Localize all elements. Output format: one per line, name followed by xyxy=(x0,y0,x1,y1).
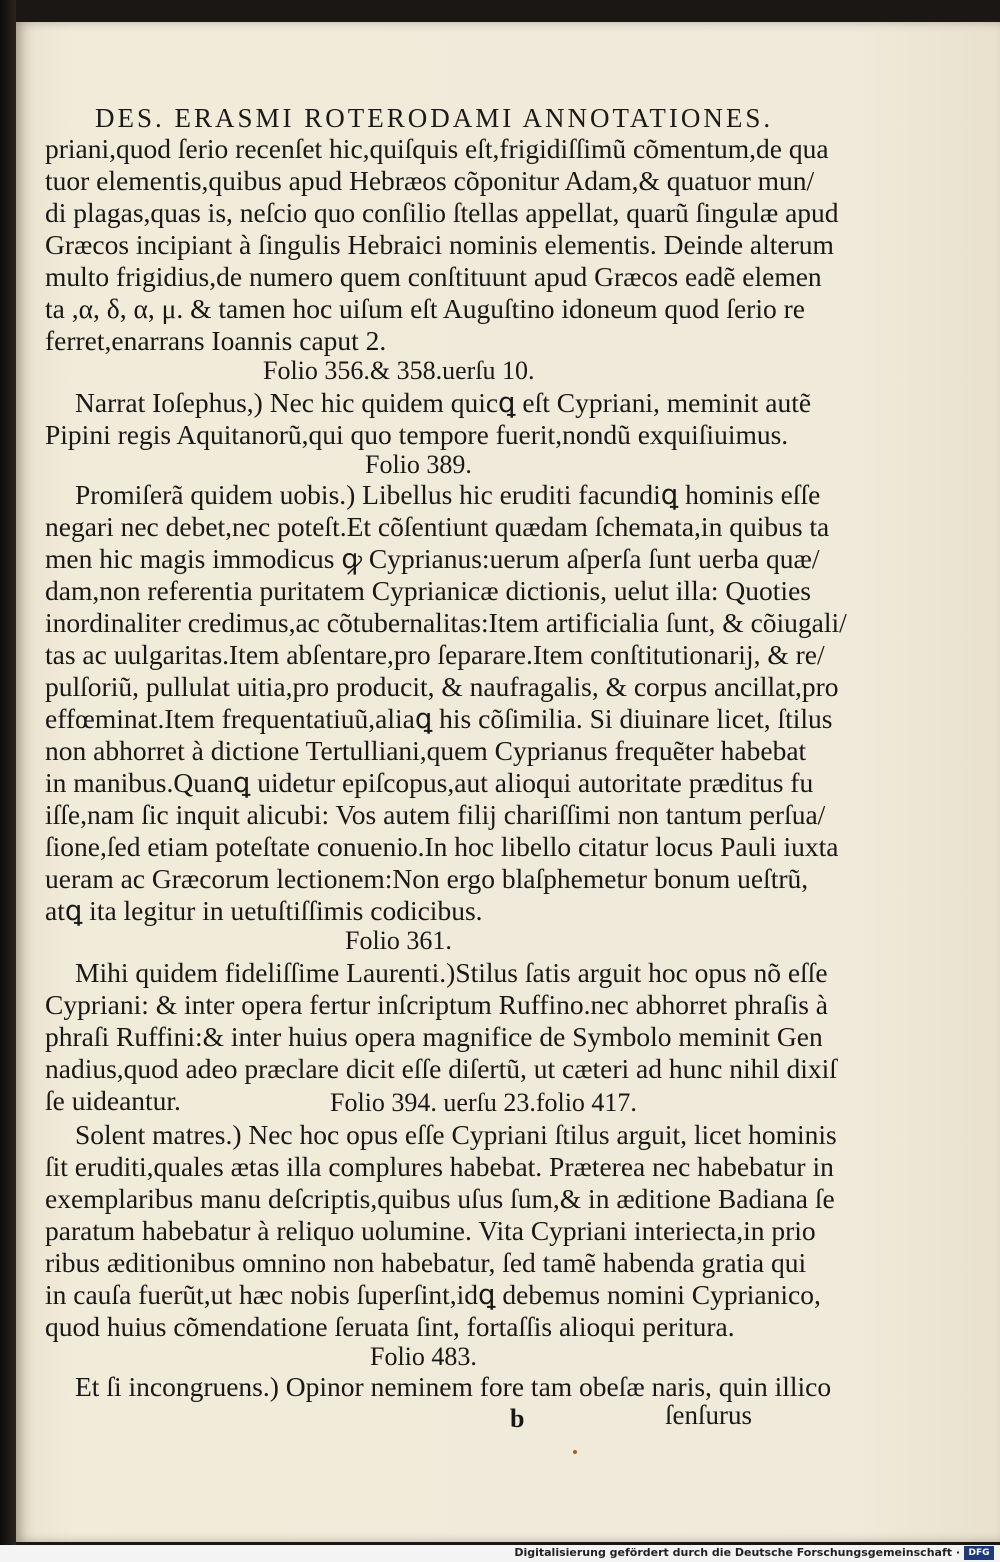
text-line: ſe uideantur. xyxy=(45,1085,181,1116)
text-line: ta ,α, δ, α, μ. & tamen hoc uiſum eſt Auguſtino idoneum quod ſerio re xyxy=(45,293,805,324)
text-line: tas ac uulgaritas.Item abſentare,pro ſeparare.Item conſtitutionarij, & re/ xyxy=(45,639,825,670)
text-line: ſione,ſed etiam poteſtate conuenio.In hoc libello citatur locus Pauli iuxta xyxy=(45,831,839,862)
text-line: negari nec debet,nec poteſt.Et cõſentiunt quædam ſchemata,in quibus ta xyxy=(45,511,830,542)
text-line: ribus æditionibus omnino non habebatur, ſed tamẽ habenda gratia qui xyxy=(45,1247,807,1278)
text-line: in cauſa fuerũt,ut hæc nobis ſuperſint,idꝗ debemus nomini Cyprianico, xyxy=(45,1279,821,1310)
text-line: ueram ac Græcorum lectionem:Non ergo blaſphemetur bonum ueſtrũ, xyxy=(45,863,809,894)
text-line: exemplaribus manu deſcriptis,quibus uſus ſum,& in æditione Badiana ſe xyxy=(45,1183,835,1214)
text-line: dam,non referentia puritatem Cyprianicæ dictionis, uelut illa: Quoties xyxy=(45,575,811,606)
text-line: ſit eruditi,quales ætas illa complures habebat. Præterea nec habebatur in xyxy=(45,1151,834,1182)
text-line: nadius,quod adeo præclare dicit eſſe diſertũ, ut cæteri ad hunc nihil dixiſ xyxy=(45,1053,837,1084)
text-line: priani,quod ſerio recenſet hic,quiſquis eſt,frigidiſſimũ cõmentum,de qua xyxy=(45,133,829,164)
text-line: non abhorret à dictione Tertulliani,quem Cyprianus frequẽter habebat xyxy=(45,735,807,766)
text-line: iſſe,nam ſic inquit alicubi: Vos autem filij chariſſimi non tantum perſua/ xyxy=(45,799,826,830)
text-line: Narrat Ioſephus,) Nec hic quidem quicꝗ eſt Cypriani, meminit autẽ xyxy=(75,387,812,418)
text-line: atꝗ ita legitur in uetuſtiſſimis codicibus. xyxy=(45,895,483,926)
text-line: multo frigidius,de numero quem conſtituunt apud Græcos eadẽ elemen xyxy=(45,261,822,292)
text-line: men hic magis immodicus ꝙ Cyprianus:uerum aſperſa ſunt uerba quæ/ xyxy=(45,543,820,574)
text-line: quod huius cõmendatione ſeruata ſint, fortaſſis alioqui peritura. xyxy=(45,1311,735,1342)
text-line: Græcos incipiant à ſingulis Hebraici nominis elementis. Deinde alterum xyxy=(45,229,834,260)
text-line: paratum habebatur à reliquo uolumine. Vita Cypriani interiecta,in prio xyxy=(45,1215,816,1246)
folio-reference: Folio 483. xyxy=(370,1342,477,1371)
text-line: Et ſi incongruens.) Opinor neminem fore tam obeſæ naris, quin illico xyxy=(75,1371,832,1402)
running-title: DES. ERASMI ROTERODAMI ANNOTATIONES. xyxy=(95,103,774,133)
binding-shadow xyxy=(0,0,16,1545)
folio-reference: Folio 361. xyxy=(345,926,452,955)
ink-spot xyxy=(573,1450,577,1454)
text-line: Pipini regis Aquitanorũ,qui quo tempore fuerit,nondũ exquiſiuimus. xyxy=(45,419,789,450)
text-line: di plagas,quas is, neſcio quo conſilio ſtellas appellat, quarũ ſingulæ apud xyxy=(45,197,839,228)
folio-reference: Folio 356.& 358.uerſu 10. xyxy=(263,356,535,385)
text-line: Mihi quidem fideliſſime Laurenti.)Stilus ſatis arguit hoc opus nõ eſſe xyxy=(75,957,828,988)
text-line: inordinaliter credimus,ac cõtubernalitas:Item artificialia ſunt, & cõiugali/ xyxy=(45,607,847,638)
folio-reference: Folio 394. uerſu 23.folio 417. xyxy=(330,1088,637,1117)
text-line: Promiſerã quidem uobis.) Libellus hic eruditi facundiꝗ hominis eſſe xyxy=(75,479,821,510)
funding-credit: Digitalisierung gefördert durch die Deutsche Forschungsgemeinschaft · xyxy=(514,1546,960,1559)
signature-mark: b xyxy=(510,1404,525,1433)
text-line: tuor elementis,quibus apud Hebræos cõponitur Adam,& quatuor mun/ xyxy=(45,165,815,196)
text-line: in manibus.Quanꝗ uidetur epiſcopus,aut alioqui autoritate præditus fu xyxy=(45,767,814,798)
dfg-logo-icon: DFG xyxy=(964,1546,994,1560)
text-line: Cypriani: & inter opera fertur inſcriptum Ruffino.nec abhorret phraſis à xyxy=(45,989,828,1020)
text-line: phraſi Ruffini:& inter huius opera magnifice de Symbolo meminit Gen xyxy=(45,1021,823,1052)
text-line: effœminat.Item frequentatiuũ,aliaꝗ his cõſimilia. Si diuinare licet, ſtilus xyxy=(45,703,833,734)
text-line: pulſoriũ, pullulat uitia,pro producit, & naufragalis, & corpus ancillat,pro xyxy=(45,671,839,702)
folio-reference: Folio 389. xyxy=(365,450,472,479)
text-line: Solent matres.) Nec hoc opus eſſe Cypriani ſtilus arguit, licet hominis xyxy=(75,1119,837,1150)
catchword: ſenſurus xyxy=(665,1400,752,1430)
text-line: ferret,enarrans Ioannis caput 2. xyxy=(45,325,387,356)
